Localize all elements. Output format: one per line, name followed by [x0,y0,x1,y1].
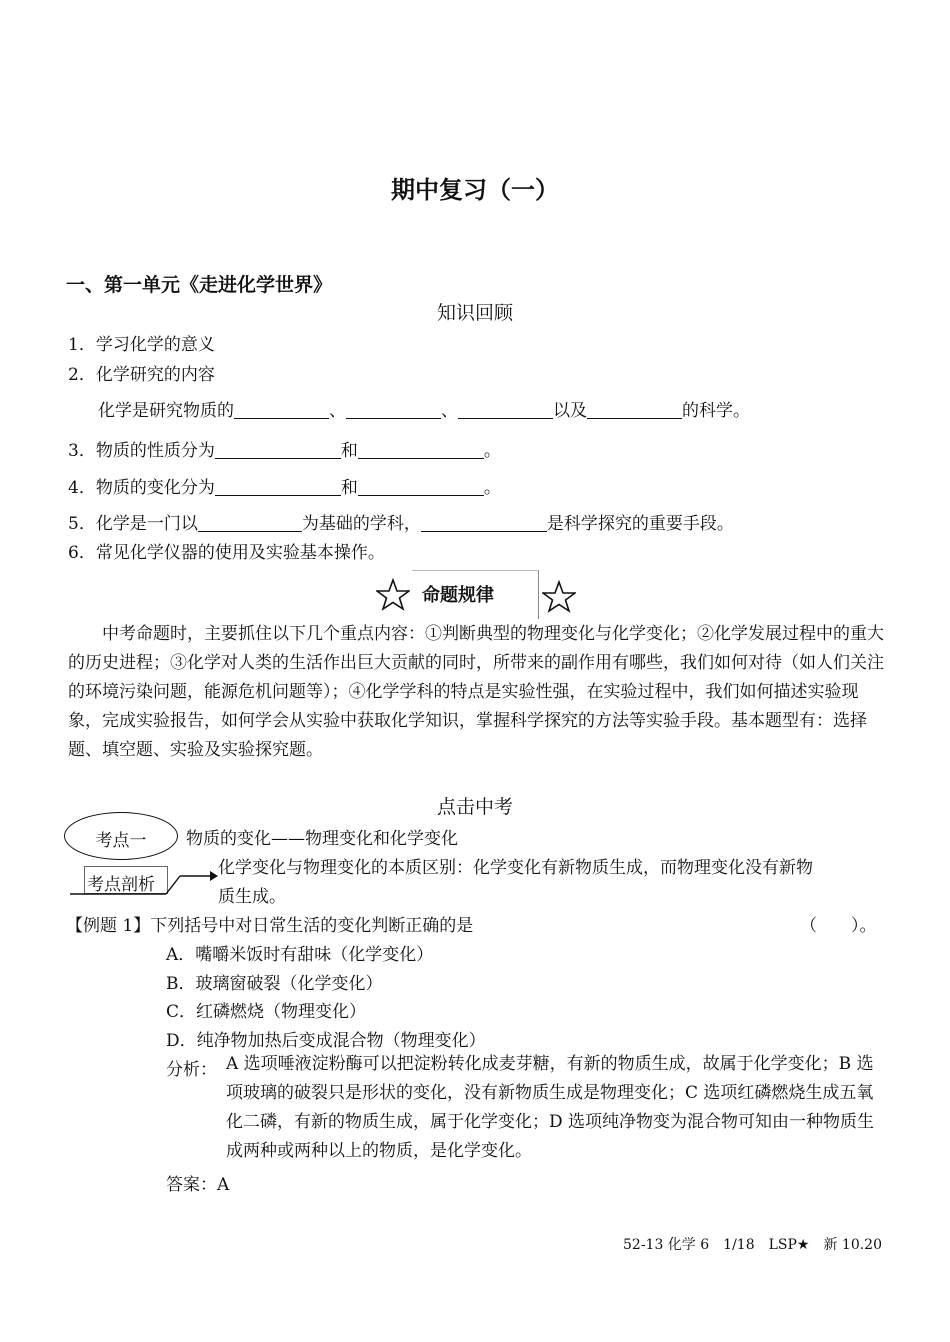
analysis-text-1: 化学变化与物理变化的本质区别：化学变化有新物质生成，而物理变化没有新物 [218,858,813,878]
blank-line[interactable] [358,440,484,459]
blank-line[interactable] [458,400,553,419]
item-2: 2．化学研究的内容 [68,365,215,385]
item-2-sub-text: 的科学。 [682,401,750,421]
item-4-text: 。 [483,478,501,498]
page-footer: 52-13 化学 6 1/18 LSP★ 新 10.20 [623,1237,882,1253]
kaodian-label: 考点一 [95,831,147,851]
item-5-text: 5．化学是一门以 [68,514,198,534]
example-analysis-label: 分析： [166,1060,217,1080]
separator: 、 [329,401,346,421]
blank-line[interactable] [358,477,484,496]
analysis-label: 考点剖析 [87,875,155,895]
star-icon [542,580,576,614]
review-heading: 知识回顾 [436,302,513,324]
item-5 [68,509,734,534]
item-1: 1．学习化学的意义 [68,335,215,355]
separator: 、 [441,401,458,421]
option-b: B．玻璃窗破裂（化学变化） [166,974,383,994]
blank-line[interactable] [234,400,329,419]
star-icon [376,578,410,612]
item-3-text: 。 [483,441,501,461]
pattern-label: 命题规律 [422,585,494,606]
page-title: 期中复习（一） [391,176,559,204]
blank-line[interactable] [198,513,302,532]
blank-line[interactable] [346,400,441,419]
item-3 [68,436,501,461]
item-3-text: 和 [340,441,358,461]
unit-heading: 一、第一单元《走进化学世界》 [66,274,333,296]
item-5-text: 为基础的学科， [301,514,421,534]
item-6: 6．常见化学仪器的使用及实验基本操作。 [68,543,385,563]
blank-line[interactable] [587,400,682,419]
answer-bracket: （ ）。 [800,916,877,936]
item-3-text: 3．物质的性质分为 [68,441,215,461]
example-answer: 答案：A [166,1175,230,1195]
example-question: 【例题 1】下列括号中对日常生活的变化判断正确的是 [66,916,474,936]
exam-heading: 点击中考 [436,796,513,818]
pattern-paragraph: 中考命题时，主要抓住以下几个重点内容：①判断典型的物理变化与化学变化；②化学发展过程中的重大的历史进程；③化学对人类的生活作出巨大贡献的同时，所带来的副作用有哪些，我们如何对待（如人们关注的环境污染问题，能源危机问题等）；④化学学科的特点是实验性强，在实验过程中，我们如何描述实验现象，完成实验报告，如何学会从实验中获取化学知识，掌握科学探究的方法等实验手段。基本题型有：选择题、填空题、实验及实验探究题。 [68,624,884,760]
analysis-text-2: 质生成。 [218,887,286,907]
item-2-sub [98,396,750,421]
item-4-text: 和 [340,478,358,498]
item-2-sub-text: 化学是研究物质的 [98,401,234,421]
item-2-sub-text: 以及 [553,401,587,421]
option-c: C．红磷燃烧（物理变化） [166,1002,367,1022]
kaodian-title: 物质的变化——物理变化和化学变化 [186,829,458,849]
blank-line[interactable] [215,440,341,459]
arrow-icon [70,866,220,896]
option-d: D．纯净物加热后变成混合物（物理变化） [166,1031,486,1051]
example-analysis: A 选项唾液淀粉酶可以把淀粉转化成麦芽糖，有新的物质生成，故属于化学变化；B 选项玻璃的破裂只是形状的变化，没有新物质生成是物理变化；C 选项红磷燃烧生成五氧化二磷，有新的物质生成，属于化学变化；D 选项纯净物变为混合物可知由一种物质生成两种或两种以上的物质，是化学变化。 [226,1054,875,1161]
kaodian-badge [64,812,178,860]
blank-line[interactable] [421,513,547,532]
option-a: A．嘴嚼米饭时有甜味（化学变化） [166,945,434,965]
item-5-text: 是科学探究的重要手段。 [546,514,734,534]
blank-line[interactable] [215,477,341,496]
pattern-banner [412,570,539,619]
item-4 [68,473,501,498]
item-4-text: 4．物质的变化分为 [68,478,215,498]
